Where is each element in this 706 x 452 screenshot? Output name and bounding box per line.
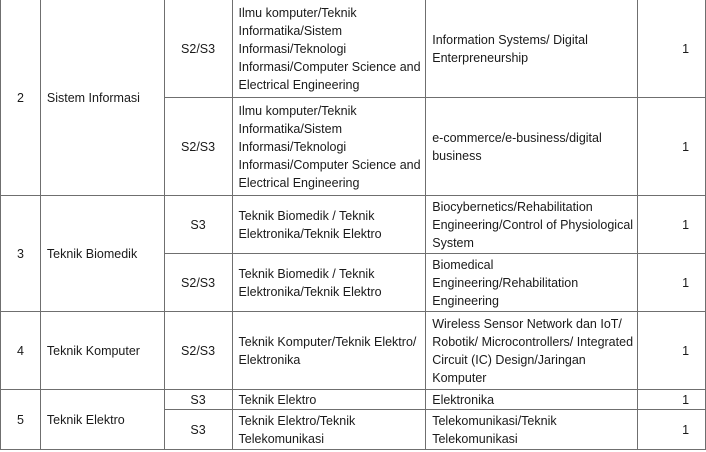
quota-count: 1 xyxy=(638,410,706,450)
educational-background: Teknik Biomedik / Teknik Elektronika/Teknik Elektro xyxy=(232,254,426,312)
field-of-expertise: Wireless Sensor Network dan IoT/ Robotik/ Microcontrollers/ Integrated Circuit (IC) Design/Jaringan Komputer xyxy=(426,312,638,390)
field-of-expertise: e-commerce/e-business/digital business xyxy=(426,98,638,196)
row-number: 5 xyxy=(1,390,41,450)
educational-background: Ilmu komputer/Teknik Informatika/Sistem Informasi/Teknologi Informasi/Computer Science and Electrical Engineering xyxy=(232,98,426,196)
quota-count: 1 xyxy=(638,390,706,410)
study-program: Teknik Biomedik xyxy=(40,196,164,312)
quota-count: 1 xyxy=(638,0,706,98)
educational-background: Teknik Biomedik / Teknik Elektronika/Teknik Elektro xyxy=(232,196,426,254)
degree-level: S2/S3 xyxy=(164,98,232,196)
row-number: 2 xyxy=(1,0,41,196)
educational-background: Ilmu komputer/Teknik Informatika/Sistem Informasi/Teknologi Informasi/Computer Science and Electrical Engineering xyxy=(232,0,426,98)
study-program: Sistem Informasi xyxy=(40,0,164,196)
table-row xyxy=(1,196,706,254)
field-of-expertise: Telekomunikasi/Teknik Telekomunikasi xyxy=(426,410,638,450)
degree-level: S2/S3 xyxy=(164,0,232,98)
degree-level: S3 xyxy=(164,390,232,410)
field-of-expertise: Biomedical Engineering/Rehabilitation Engineering xyxy=(426,254,638,312)
degree-level: S3 xyxy=(164,196,232,254)
table-row xyxy=(1,390,706,410)
degree-level: S3 xyxy=(164,410,232,450)
field-of-expertise: Biocybernetics/Rehabilitation Engineering/Control of Physiological System xyxy=(426,196,638,254)
quota-count: 1 xyxy=(638,254,706,312)
study-program: Teknik Komputer xyxy=(40,312,164,390)
field-of-expertise: Elektronika xyxy=(426,390,638,410)
degree-level: S2/S3 xyxy=(164,312,232,390)
table-row xyxy=(1,312,706,390)
degree-level: S2/S3 xyxy=(164,254,232,312)
quota-count: 1 xyxy=(638,196,706,254)
quota-count: 1 xyxy=(638,98,706,196)
educational-background: Teknik Komputer/Teknik Elektro/ Elektronika xyxy=(232,312,426,390)
educational-background: Teknik Elektro/Teknik Telekomunikasi xyxy=(232,410,426,450)
quota-count: 1 xyxy=(638,312,706,390)
row-number: 3 xyxy=(1,196,41,312)
row-number: 4 xyxy=(1,312,41,390)
field-of-expertise: Information Systems/ Digital Enterpreneurship xyxy=(426,0,638,98)
study-program: Teknik Elektro xyxy=(40,390,164,450)
table-row xyxy=(1,0,706,98)
educational-background: Teknik Elektro xyxy=(232,390,426,410)
